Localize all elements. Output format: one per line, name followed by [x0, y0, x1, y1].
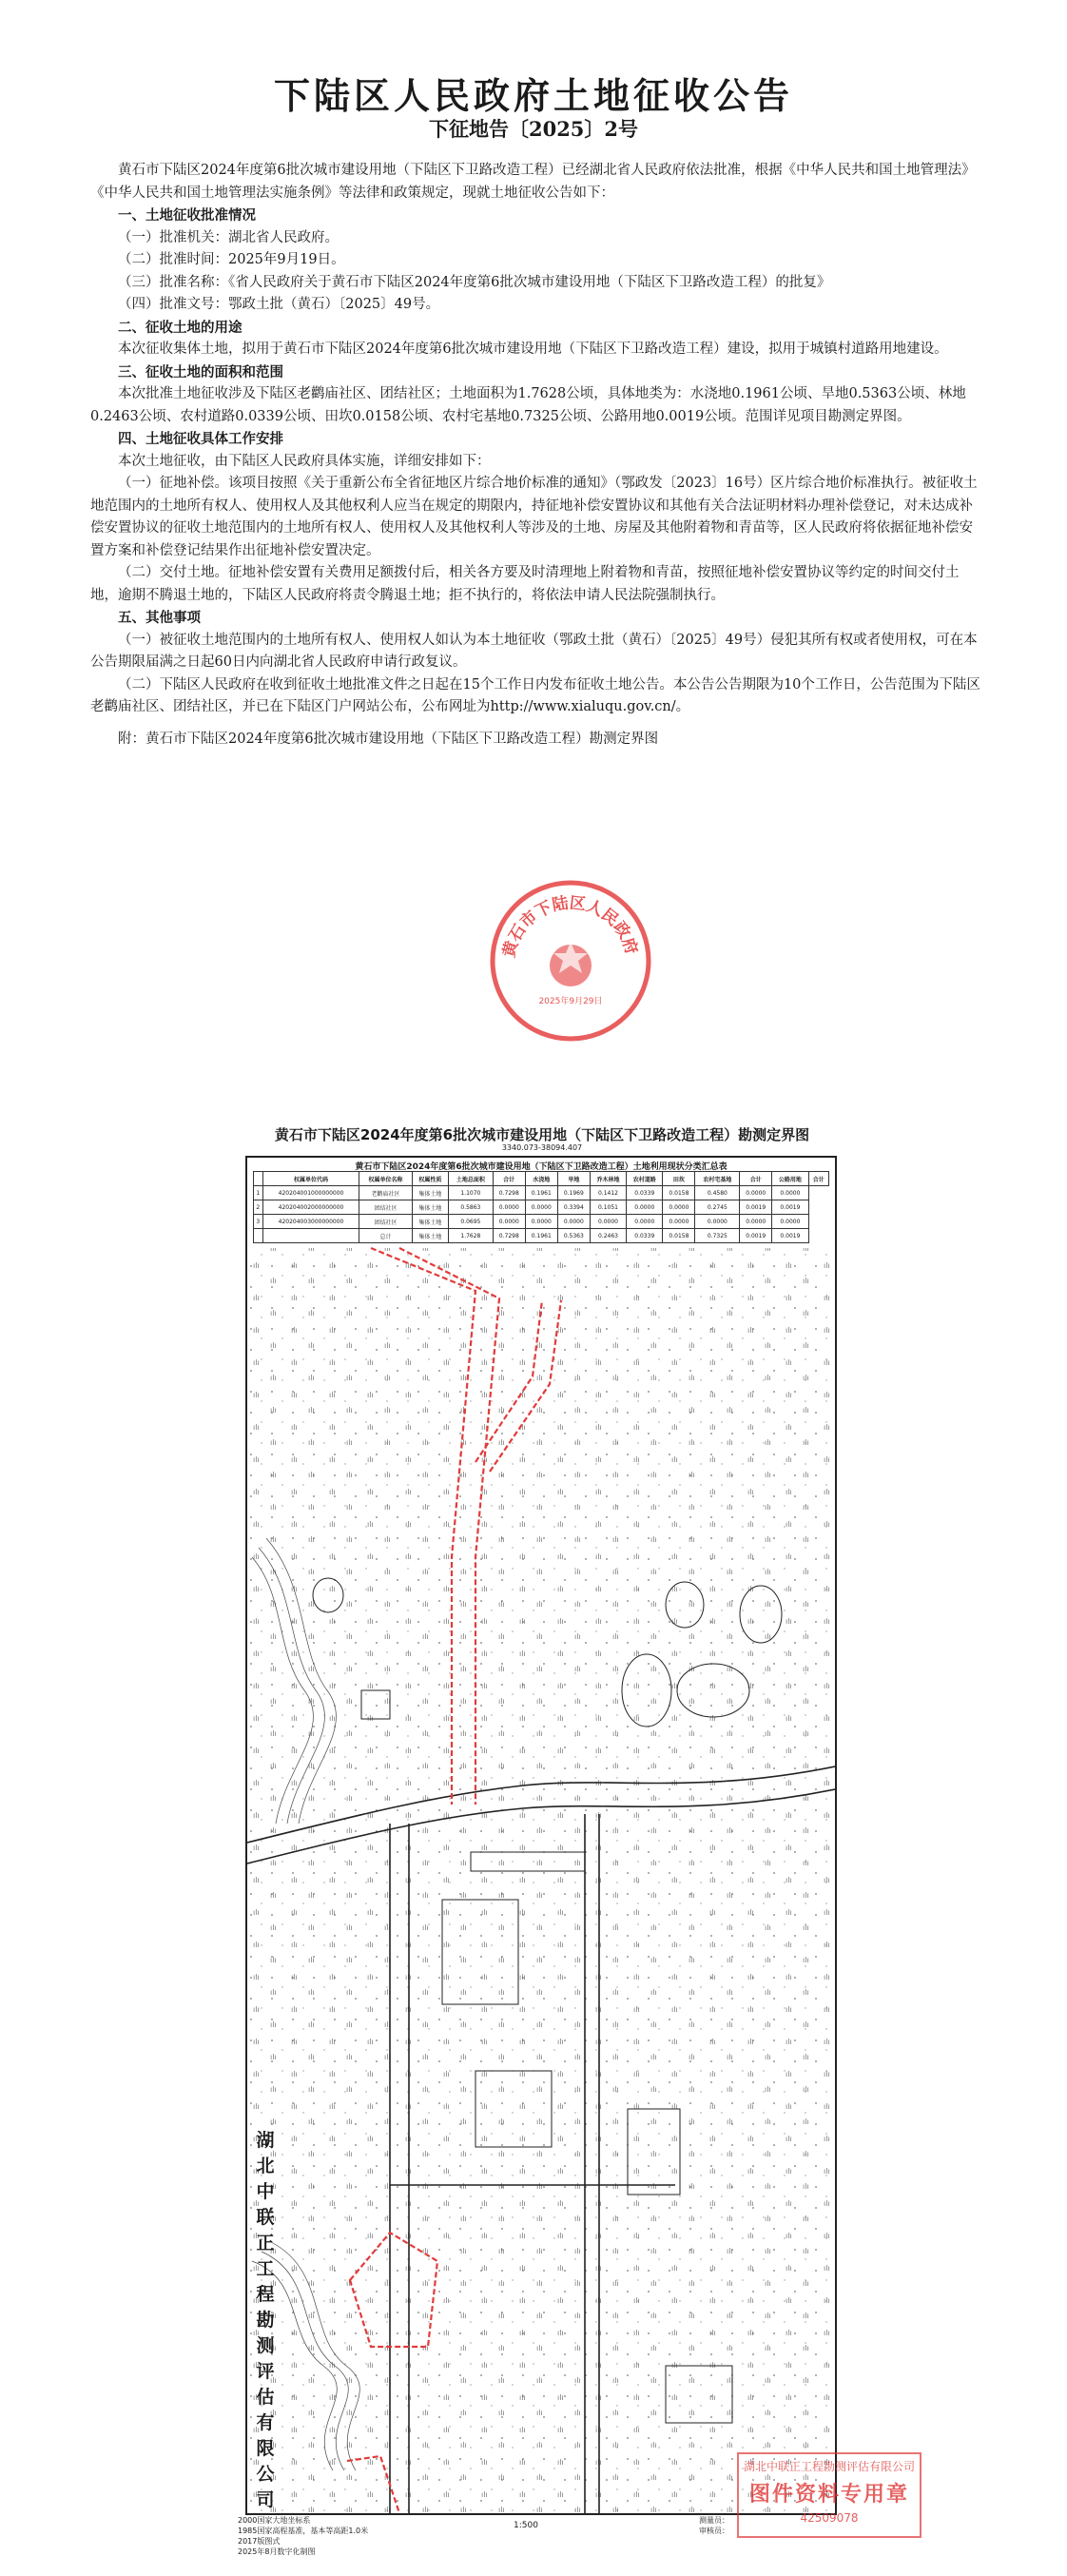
stamp-main-text: 图件资料专用章	[748, 2483, 909, 2507]
table-cell: 0.5863	[448, 1200, 493, 1215]
map-footer-notes	[238, 2515, 368, 2557]
table-header-cell: 权属单位代码	[262, 1172, 359, 1186]
land-acquisition-notice	[0, 0, 1067, 1037]
table-cell: 0.0339	[627, 1186, 663, 1200]
map-signatures	[699, 2515, 729, 2536]
table-cell: 总计	[359, 1229, 412, 1243]
table-cell: 0.0339	[627, 1229, 663, 1243]
table-cell: 0.0000	[590, 1215, 626, 1229]
table-cell: 0.0000	[627, 1200, 663, 1215]
notice-paragraph: （二）下陆区人民政府在收到征收土地批准文件之日起在15个工作日内发布征收土地公告。本公告公告期限为10个工作日，公告范围为下陆区老鹳庙社区、团结社区，并已在下陆区门户网站公布，公布网址为http://www.xialuqu.gov.cn/。	[90, 676, 980, 714]
notice-paragraph: （一）批准机关：湖北省人民政府。	[118, 229, 339, 245]
table-cell: 0.0000	[525, 1200, 557, 1215]
table-cell: 420204002000000000	[262, 1200, 359, 1215]
table-cell: 0.0000	[740, 1215, 772, 1229]
table-cell: 0.0019	[772, 1229, 808, 1243]
notice-paragraph: （二）交付土地。征地补偿安置有关费用足额拨付后，相关各方要及时清理地上附着物和青苗，按照征地补偿安置协议等约定的时间交付土地，逾期不腾退土地的，下陆区人民政府将责令腾退土地；拒不执行的，将依法申请人民法院强制执行。	[90, 565, 960, 603]
table-header-cell: 旱地	[557, 1172, 590, 1186]
notice-paragraph: （一）征地补偿。该项目按照《关于重新公布全省征地区片综合地价标准的通知》（鄂政发〔2023〕16号）区片综合地价标准执行。被征收土地范围内的土地所有权人、使用权人及其他权利人应当在规定的期限内，持征地补偿安置协议和其他有关合法证明材料办理补偿登记，对未达成补偿安置协议的征收土地范围内的土地所有权人、使用权人及其他权利人等涉及的土地、房屋及其他附着物和青苗等，区人民政府将依据征地补偿安置方案和补偿登记结果作出征地补偿安置决定。	[90, 476, 978, 558]
table-header-cell: 田坎	[663, 1172, 695, 1186]
table-cell: 团结社区	[359, 1215, 412, 1229]
notice-body	[90, 160, 984, 751]
table-header-cell: 权属性质	[412, 1172, 448, 1186]
table-cell: 0.0019	[740, 1200, 772, 1215]
table-cell: 集体土地	[412, 1229, 448, 1243]
table-cell: 0.1412	[590, 1186, 626, 1200]
table-cell: 2	[254, 1200, 263, 1215]
table-cell: 1.7628	[448, 1229, 493, 1243]
table-cell: 0.0019	[740, 1229, 772, 1243]
signature-line: 审核员：	[699, 2527, 729, 2535]
table-cell: 0.7298	[493, 1186, 525, 1200]
table-header-cell: 农村道路	[627, 1172, 663, 1186]
summary-table-title: 黄石市下陆区2024年度第6批次城市建设用地（下陆区下卫路改造工程）土地利用现状分类汇总表	[355, 1162, 728, 1172]
survey-company-name: 湖 北 中 联 正 工 程 勘 测 评 估 有 限 公 司	[256, 2130, 275, 2510]
notice-paragraph: 本次征收集体土地，拟用于黄石市下陆区2024年度第6批次城市建设用地（下陆区下卫路改造工程）建设，拟用于城镇村道路用地建设。	[118, 342, 948, 357]
notice-paragraph: （二）批准时间：2025年9月19日。	[118, 252, 345, 267]
notice-paragraph: 附：黄石市下陆区2024年度第6批次城市建设用地（下陆区下卫路改造工程）勘测定界图	[118, 731, 659, 747]
table-cell: 420204001000000000	[262, 1186, 359, 1200]
table-header-cell: 合计	[493, 1172, 525, 1186]
table-header-cell: 水浇地	[525, 1172, 557, 1186]
footer-line: 2000国家大地坐标系	[238, 2516, 311, 2525]
table-header-cell: 权属单位名称	[359, 1172, 412, 1186]
map-title: 黄石市下陆区2024年度第6批次城市建设用地（下陆区下卫路改造工程）勘测定界图	[274, 1126, 810, 1143]
notice-title: 下陆区人民政府土地征收公告	[273, 74, 793, 117]
stamp-company: 湖北中联正工程勘测评估有限公司	[743, 2460, 915, 2473]
notice-paragraph: （一）被征收土地范围内的土地所有权人、使用权人如认为本土地征收（鄂政土批（黄石）〔2025〕49号）侵犯其所有权或者使用权，可在本公告期限届满之日起60日内向湖北省人民政府申请行政复议。	[90, 632, 978, 670]
table-cell: 0.0000	[525, 1215, 557, 1229]
map-coordinates: 3340.073-38094.407	[501, 1143, 583, 1152]
section-heading: 一、土地征收批准情况	[118, 207, 256, 224]
map-scale: 1:500	[514, 2521, 538, 2530]
table-cell: 0.5363	[557, 1229, 590, 1243]
seal-date: 2025年9月29日	[538, 997, 603, 1006]
table-cell: 老鹳庙社区	[359, 1186, 412, 1200]
table-cell: 0.7325	[695, 1229, 740, 1243]
signature-line: 测量员：	[699, 2516, 729, 2525]
table-cell: 0.0158	[663, 1229, 695, 1243]
table-cell: 0.2463	[590, 1229, 626, 1243]
notice-paragraph: 本次批准土地征收涉及下陆区老鹳庙社区、团结社区；土地面积为1.7628公顷，具体地类为：水浇地0.1961公顷、旱地0.5363公顷、林地0.2463公顷、农村道路0.0339公顷、田坎0.0158公顷、农村宅基地0.7325公顷、公路用地0.0019公顷。范围详见项目勘测定界图。	[90, 386, 966, 424]
table-cell: 团结社区	[359, 1200, 412, 1215]
table-cell: 0.0000	[557, 1215, 590, 1229]
table-cell: 3	[254, 1215, 263, 1229]
table-cell: 0.1961	[525, 1186, 557, 1200]
footer-line: 2017版图式	[238, 2537, 281, 2546]
map-frame	[245, 1156, 837, 2515]
table-cell: 1	[254, 1186, 263, 1200]
table-header-cell: 合计	[740, 1172, 772, 1186]
table-cell: 0.0000	[663, 1200, 695, 1215]
table-cell: 0.0000	[695, 1215, 740, 1229]
section-heading: 四、土地征收具体工作安排	[118, 431, 283, 447]
government-seal	[485, 875, 656, 1046]
table-cell: 0.7298	[493, 1229, 525, 1243]
notice-paragraph: 黄石市下陆区2024年度第6批次城市建设用地（下陆区下卫路改造工程）已经湖北省人民政府依法批准，根据《中华人民共和国土地管理法》《中华人民共和国土地管理法实施条例》等法律和政策规定，现就土地征收公告如下：	[90, 163, 976, 201]
table-cell: 0.0000	[772, 1215, 808, 1229]
table-header-cell: 土地总面积	[448, 1172, 493, 1186]
survey-boundary-map	[228, 1113, 856, 2559]
table-cell: 0.0695	[448, 1215, 493, 1229]
table-cell: 0.1961	[525, 1229, 557, 1243]
table-header-cell: 公路用地	[772, 1172, 808, 1186]
table-cell: 0.0000	[663, 1215, 695, 1229]
table-cell: 1.1070	[448, 1186, 493, 1200]
section-heading: 二、征收土地的用途	[118, 319, 242, 336]
notice-paragraph: 本次土地征收，由下陆区人民政府具体实施，详细安排如下：	[118, 453, 491, 469]
table-header-cell: 合计	[808, 1172, 828, 1186]
table-cell: 0.3394	[557, 1200, 590, 1215]
notice-paragraph: （三）批准名称：《省人民政府关于黄石市下陆区2024年度第6批次城市建设用地（下陆区下卫路改造工程）的批复》	[118, 274, 831, 290]
table-cell: 0.0158	[663, 1186, 695, 1200]
table-cell: 0.1969	[557, 1186, 590, 1200]
table-header-cell: 乔木林地	[590, 1172, 626, 1186]
table-cell: 0.2745	[695, 1200, 740, 1215]
table-cell: 集体土地	[412, 1200, 448, 1215]
map-document-stamp	[737, 2452, 922, 2538]
footer-line: 2025年8月数字化制图	[238, 2547, 316, 2556]
footer-line: 1985国家高程基准，基本等高距1.0米	[238, 2527, 369, 2535]
table-cell: 集体土地	[412, 1186, 448, 1200]
stamp-code: 42509078	[800, 2511, 859, 2525]
document-number: 下征地告〔2025〕2号	[428, 117, 639, 141]
seal-text: 黄石市下陆区人民政府	[499, 893, 641, 960]
table-cell: 0.4580	[695, 1186, 740, 1200]
table-header-cell: 农村宅基地	[695, 1172, 740, 1186]
table-cell: 0.0019	[772, 1200, 808, 1215]
table-cell: 420204003000000000	[262, 1215, 359, 1229]
section-heading: 五、其他事项	[118, 610, 201, 626]
table-cell: 0.0000	[740, 1186, 772, 1200]
table-cell: 0.0000	[493, 1200, 525, 1215]
section-heading: 三、征收土地的面积和范围	[118, 363, 283, 381]
table-cell: 0.0000	[772, 1186, 808, 1200]
notice-paragraph: （四）批准文号：鄂政土批（黄石）〔2025〕49号。	[118, 297, 440, 312]
table-cell: 集体土地	[412, 1215, 448, 1229]
table-cell: 0.0000	[493, 1215, 525, 1229]
table-cell: 0.1051	[590, 1200, 626, 1215]
table-cell: 0.0000	[627, 1215, 663, 1229]
map-drawing	[247, 1158, 835, 2513]
